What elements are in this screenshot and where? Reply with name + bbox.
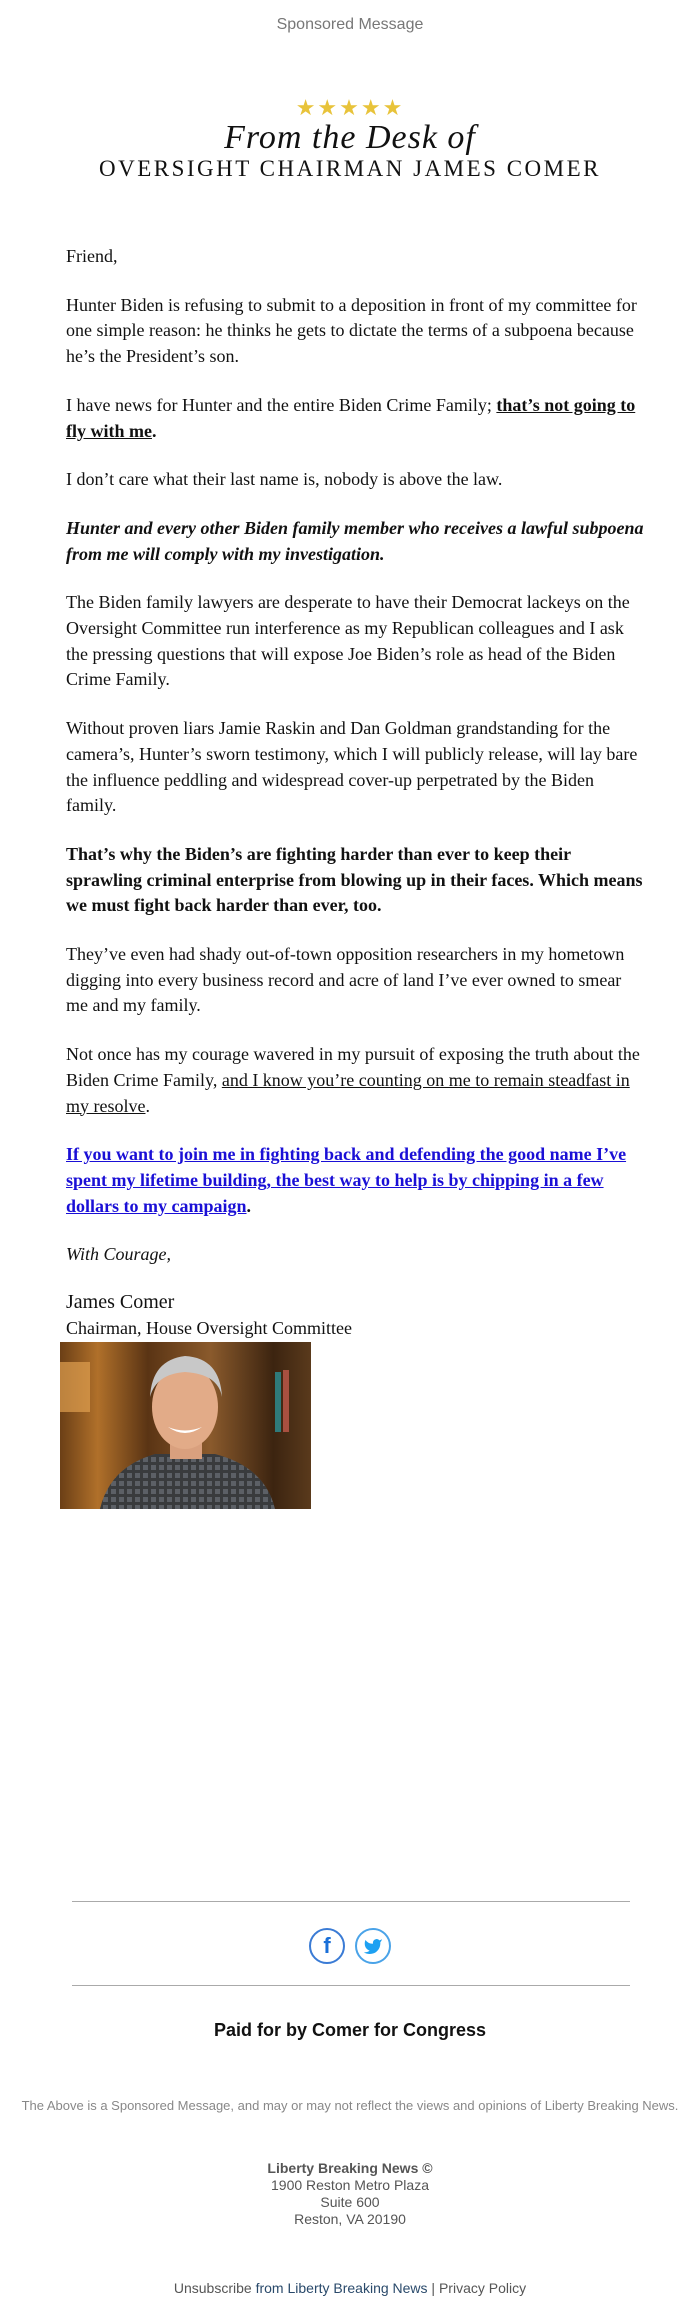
donate-link[interactable]: If you want to join me in fighting back and defending the good name I’ve spent my lifetime building, the best way to help is by chipping in a few dollars to my campaign [66, 1144, 627, 1216]
address-line: Reston, VA 20190 [294, 2211, 406, 2227]
address-line: 1900 Reston Metro Plaza [271, 2177, 429, 2193]
portrait-image [60, 1342, 311, 1509]
divider [72, 1901, 630, 1902]
org-name: Liberty Breaking News © [267, 2160, 433, 2176]
signer-photo [60, 1342, 311, 1509]
signature-title: Chairman, House Oversight Committee [66, 1318, 352, 1339]
paragraph: That’s why the Biden’s are fighting harder than ever to keep their sprawling criminal enterprise from blowing up in their faces. Which means we must fight back harder than ever, too. [66, 843, 643, 916]
twitter-icon[interactable] [355, 1928, 391, 1964]
emphasis-text: that’s not going to fly with me [66, 394, 636, 441]
divider [72, 1985, 630, 1986]
paragraph: Hunter Biden is refusing to submit to a deposition in front of my committee for one simple reason: he thinks he gets to dictate the terms of a subpoena because he’s the President’s son. [66, 294, 637, 367]
masthead [0, 96, 700, 184]
masthead-script: From the Desk of [224, 119, 476, 156]
closing: With Courage, [66, 1244, 172, 1265]
paragraph: The Biden family lawyers are desperate to have their Democrat lackeys on the Oversight Committee run interference as my Republican colleagues and I ask the pressing questions that will expose Joe Biden’s role as head of the Biden Crime Family. [66, 592, 630, 690]
text: . [151, 420, 157, 441]
sponsored-label: Sponsored Message [276, 16, 424, 33]
paragraph [66, 1142, 644, 1219]
paragraph: Without proven liars Jamie Raskin and Dan Goldman grandstanding for the camera’s, Hunter’s sworn testimony, which I will publicly release, will lay bare the influence peddling and widespread cover-up perpetrated by the Biden family. [66, 718, 638, 816]
paid-for-disclaimer: Paid for by Comer for Congress [213, 2020, 487, 2040]
address-line: Suite 600 [320, 2194, 380, 2210]
paragraph [66, 393, 644, 444]
stars-icon: ★★★★★ [295, 95, 405, 120]
separator: | [427, 2280, 439, 2296]
text: . [246, 1195, 252, 1216]
letter-body [66, 244, 644, 1509]
underlined-text: and I know you’re counting on me to remain steadfast in my resolve [66, 1069, 630, 1116]
footer-links [0, 2280, 700, 2296]
text: Not once has my courage wavered in my pursuit of exposing the truth about the Biden Crime Family, [66, 1044, 640, 1090]
paragraph: They’ve even had shady out-of-town opposition researchers in my hometown digging into every business record and acre of land I’ve ever owned to smear me and my family. [66, 944, 625, 1016]
text: . [145, 1095, 150, 1116]
unsubscribe-link[interactable]: Unsubscribe [173, 2280, 252, 2296]
facebook-glyph: f [323, 1933, 331, 1958]
sponsored-disclaimer: The Above is a Sponsored Message, and may or may not reflect the views and opinions of Liberty Breaking News. [21, 2098, 679, 2113]
masthead-title: OVERSIGHT CHAIRMAN JAMES COMER [98, 156, 602, 181]
signature-name: James Comer [66, 1291, 175, 1314]
facebook-icon[interactable] [309, 1928, 345, 1964]
mailing-address [0, 2160, 700, 2228]
paragraph [66, 1042, 644, 1119]
text: I have news for Hunter and the entire Biden Crime Family; [66, 394, 497, 415]
paragraph: I don’t care what their last name is, nobody is above the law. [66, 469, 503, 490]
paragraph: Hunter and every other Biden family member who receives a lawful subpoena from me will comply with my investigation. [66, 517, 644, 564]
unsubscribe-from-link[interactable]: from Liberty Breaking News [251, 2280, 428, 2296]
privacy-policy-link[interactable]: Privacy Policy [438, 2280, 527, 2296]
twitter-bird-icon [357, 1930, 389, 1962]
social-links [0, 1928, 700, 1964]
greeting: Friend, [66, 246, 118, 266]
